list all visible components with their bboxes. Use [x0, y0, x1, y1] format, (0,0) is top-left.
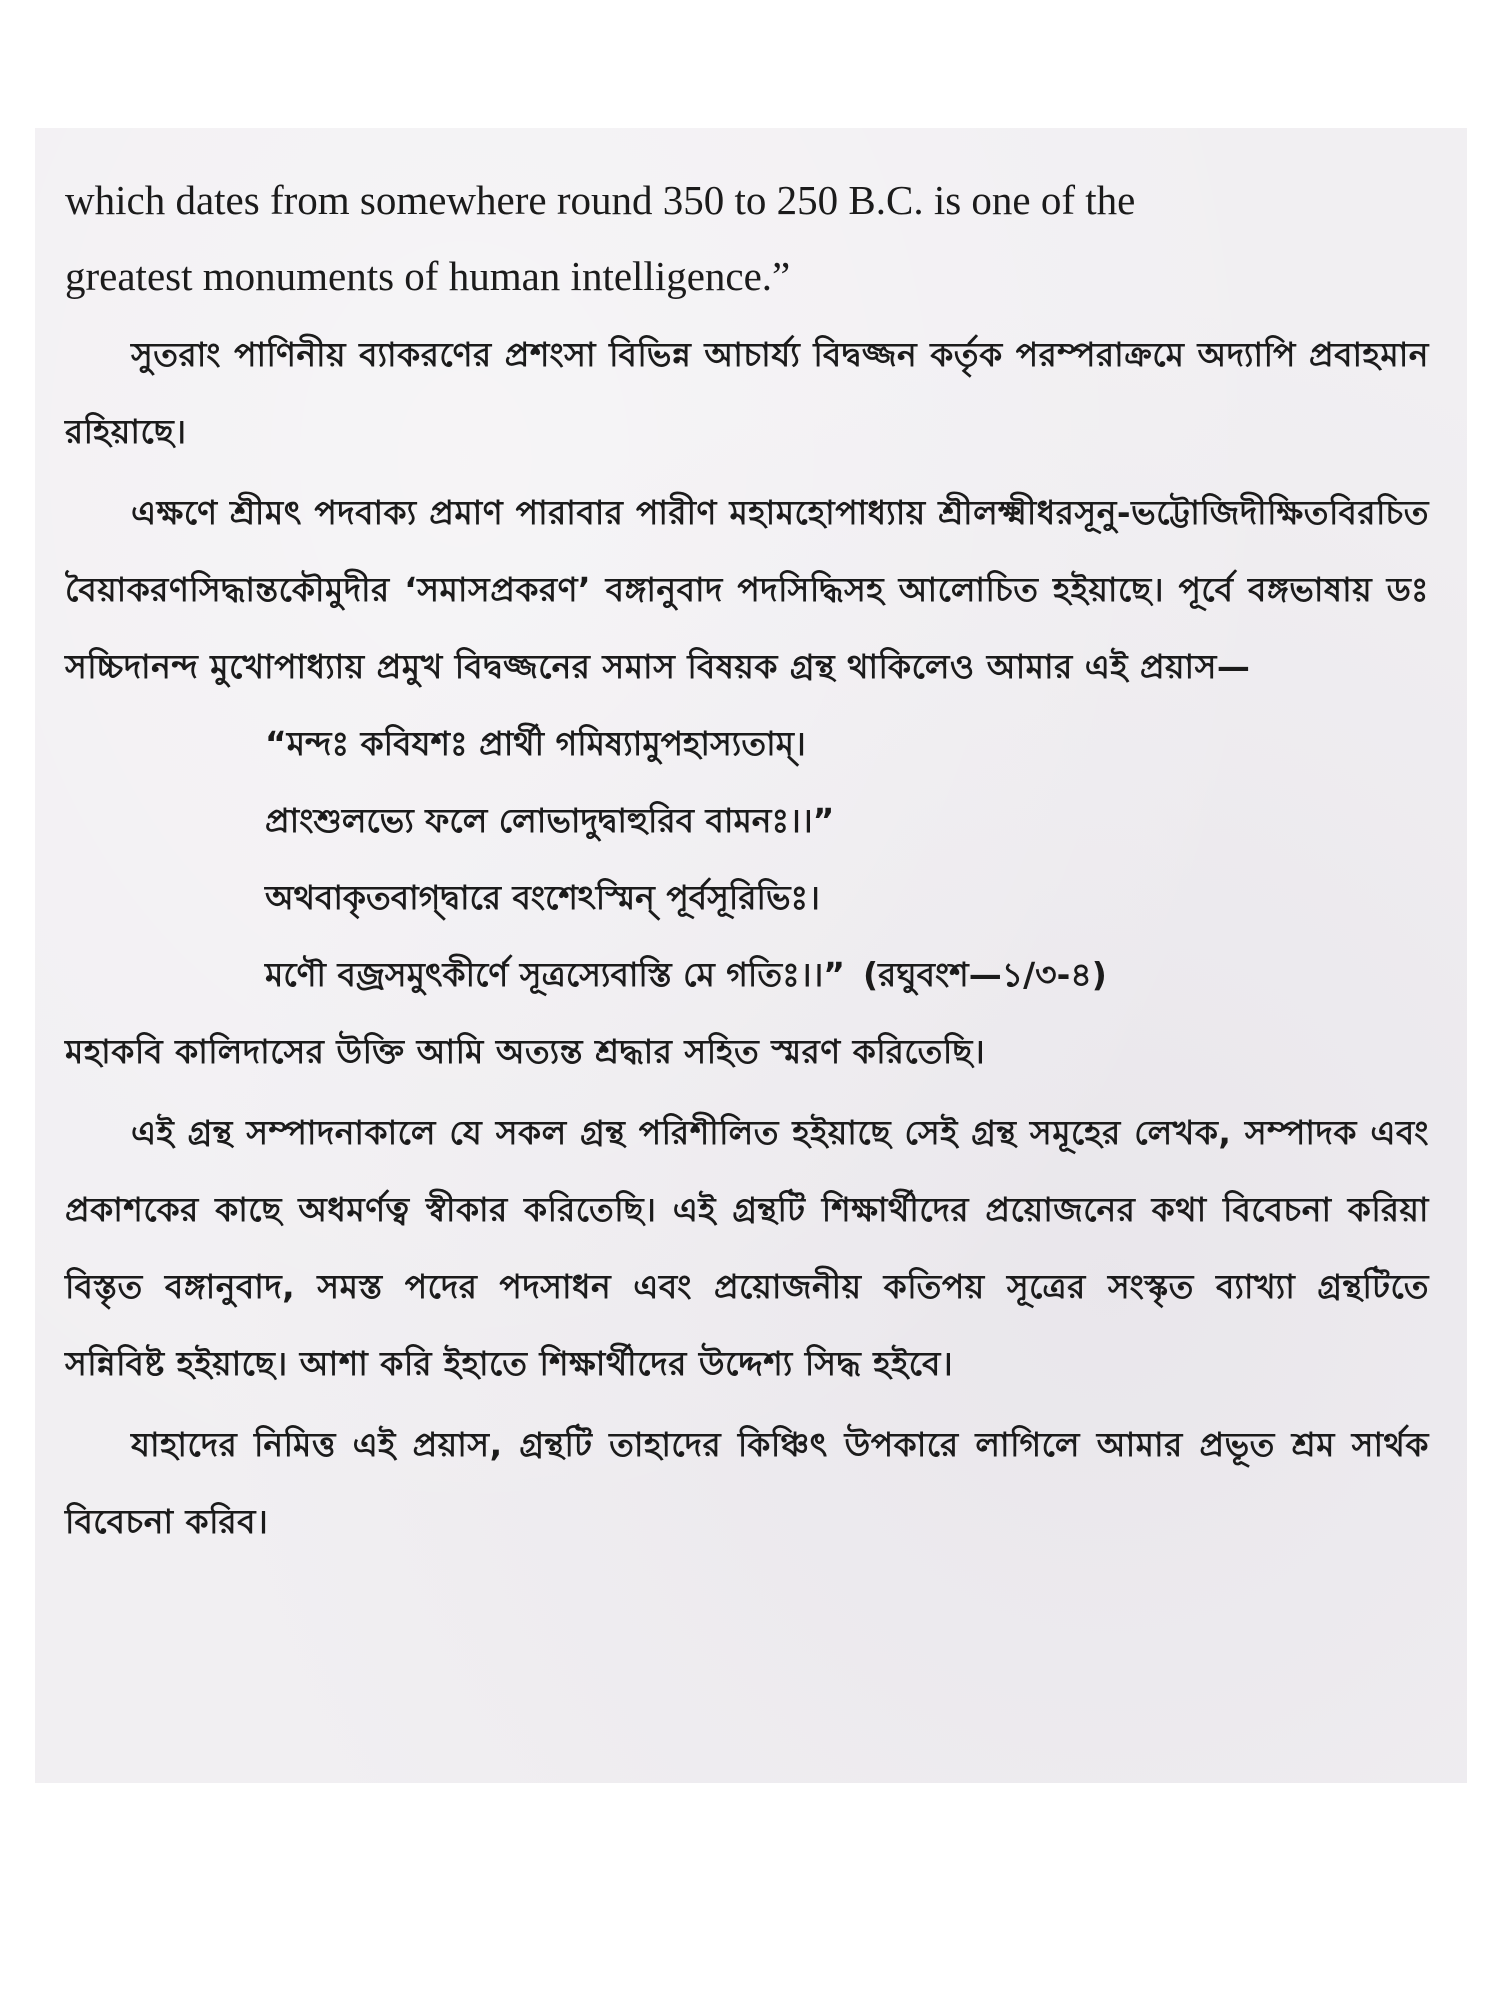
- page-text-block: [65, 162, 1429, 1560]
- paragraph-acknowledgement: এই গ্রন্থ সম্পাদনাকালে যে সকল গ্রন্থ পরিশীলিত হইয়াছে সেই গ্রন্থ সমূহের লেখক, সম্পাদক এবং প্রকাশকের কাছে অধমর্ণত্ব স্বীকার করিতেছি। এই গ্রন্থটি শিক্ষার্থীদের প্রয়োজনের কথা বিবেচনা করিয়া বিস্তৃত বঙ্গানুবাদ, সমস্ত পদের পদসাধন এবং প্রয়োজনীয় কতিপয় সূত্রের সংস্কৃত ব্যাখ্যা গ্রন্থটিতে সন্নিবিষ্ট হইয়াছে। আশা করি ইহাতে শিক্ষার্থীদের উদ্দেশ্য সিদ্ধ হইবে।: [65, 1113, 1429, 1383]
- samasaprakarana-title: ‘সমাসপ্রকরণ’: [404, 570, 592, 609]
- scanned-page: [35, 128, 1467, 1783]
- paragraph-samasaprakarana: [65, 474, 1429, 705]
- verse-line-4: [265, 936, 1429, 1013]
- verse-line-4-text: মণৌ বজ্রসমুৎকীর্ণে সূত্রস্যেবাস্তি মে গতিঃ।।”: [265, 955, 845, 994]
- english-quote-line-1: which dates from somewhere round 350 to 250 B.C. is one of the: [65, 177, 1136, 223]
- verse-line-1: “মন্দঃ কবিযশঃ প্রার্থী গমিষ্যামুপহাস্যতাম্।: [265, 724, 806, 763]
- paragraph-samasaprakarana-text-b: বঙ্গানুবাদ পদসিদ্ধিসহ আলোচিত হইয়াছে। পূর্বে বঙ্গভাষায় ডঃ সচ্চিদানন্দ মুখোপাধ্যায় প্রমুখ বিদ্বজ্জনের সমাস বিষয়ক গ্রন্থ থাকিলেও আমার এই প্রয়াস—: [65, 570, 1429, 686]
- kalidasa-verse: [265, 705, 1429, 1013]
- paragraph-samasaprakarana-text-a: এক্ষণে শ্রীমৎ পদবাক্য প্রমাণ পারাবার পারীণ মহামহোপাধ্যায় শ্রীলক্ষ্মীধরসূনু-ভট্টোজিদীক্ষিতবিরচিত বৈয়াকরণসিদ্ধান্তকৌমুদীর: [65, 493, 1429, 609]
- english-quote-line-2: greatest monuments of human intelligence.”: [65, 253, 791, 299]
- verse-line-3: অথবাকৃতবাগ্দ্বারে বংশেঽস্মিন্ পূর্বসূরিভিঃ।: [265, 878, 820, 917]
- verse-reference: (রঘুবংশ—১/৩-৪): [862, 955, 1107, 994]
- verse-line-2: প্রাংশুলভ্যে ফলে লোভাদুদ্বাহুরিব বামনঃ।।”: [265, 801, 835, 840]
- paragraph-closing: যাহাদের নিমিত্ত এই প্রয়াস, গ্রন্থটি তাহাদের কিঞ্চিৎ উপকারে লাগিলে আমার প্রভূত শ্রম সার্থক বিবেচনা করিব।: [65, 1425, 1429, 1541]
- english-quote-paragraph: [65, 162, 1429, 314]
- paragraph-panini-praise: সুতরাং পাণিনীয় ব্যাকরণের প্রশংসা বিভিন্ন আচার্য্য বিদ্বজ্জন কর্তৃক পরম্পরাক্রমে অদ্যাপি প্রবাহমান রহিয়াছে।: [65, 335, 1429, 451]
- paragraph-kalidasa-remembrance: মহাকবি কালিদাসের উক্তি আমি অত্যন্ত শ্রদ্ধার সহিত স্মরণ করিতেছি।: [65, 1032, 986, 1071]
